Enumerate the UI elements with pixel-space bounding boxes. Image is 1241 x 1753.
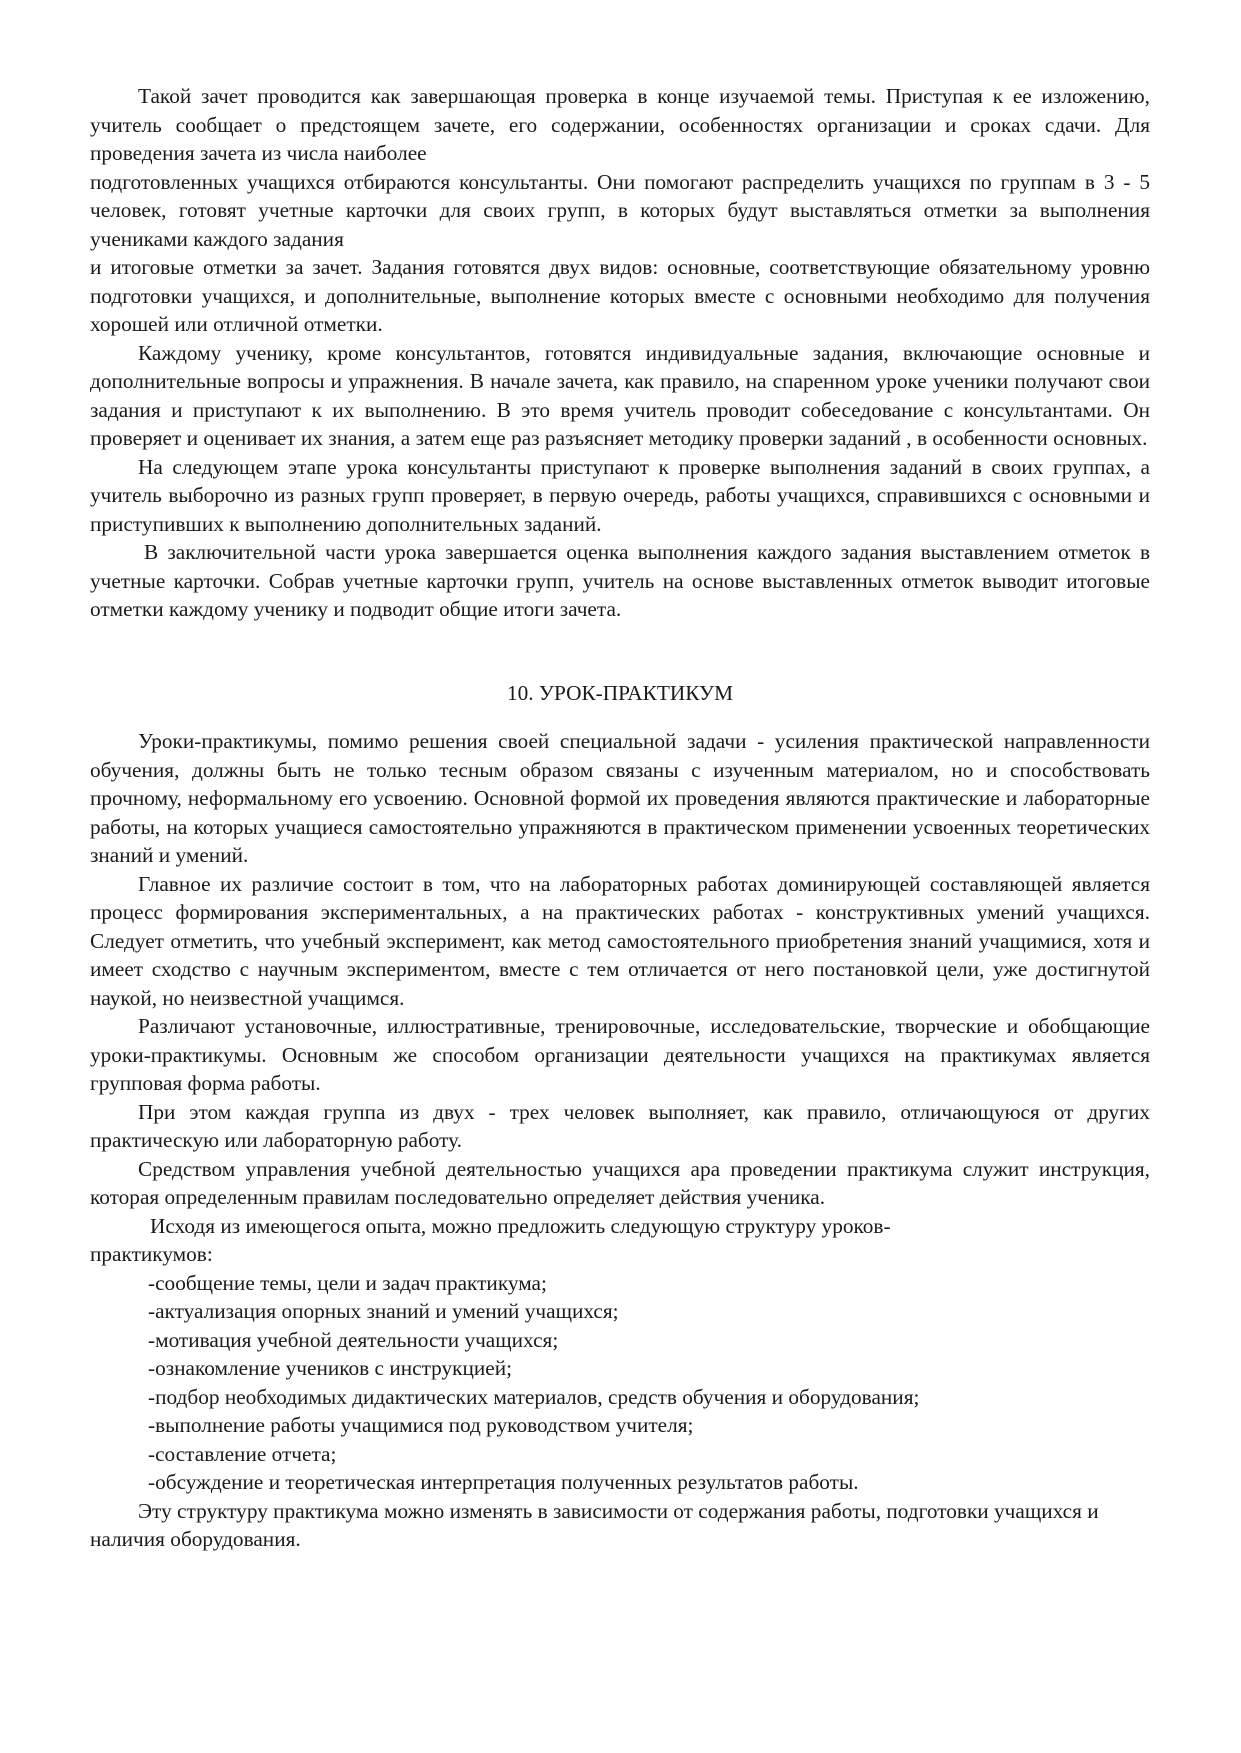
document-page xyxy=(90,82,1150,1554)
paragraph-practicum-purpose: Уроки-практикумы, помимо решения своей специальной задачи - усиления практической направленности обучения, должны быть не только тесным образом связаны с изученным материалом, но и способствовать прочному, неформальному его усвоению. Основной формой их проведения являются практические и лабораторные работы, на которых учащиеся самостоятельно упражняются в практическом применении усвоенных теоретических знаний и умений. xyxy=(90,729,1150,867)
paragraph-credit-tasks: Каждому ученику, кроме консультантов, готовятся индивидуальные задания, включающие основные и дополнительные вопросы и упражнения. В начале зачета, как правило, на спаренном уроке ученики получают свои задания и приступают к их выполнению. В это время учитель проводит собеседование с консультантами. Он проверяет и оценивает их знания, а затем еще раз разъясняет методику проверки заданий , в особенности основных. xyxy=(90,340,1150,450)
list-item: -актуализация опорных знаний и умений учащихся; xyxy=(148,1299,619,1323)
paragraph-credit-final: В заключительной части урока завершается оценка выполнения каждого задания выставлением отметок в учетные карточки. Собрав учетные карточки групп, учитель на основе выставленных отметок выводит итоговые отметки каждому ученику и подводит общие итоги зачета. xyxy=(90,540,1150,621)
list-item: -мотивация учебной деятельности учащихся; xyxy=(148,1327,559,1352)
list-item: -составление отчета; xyxy=(148,1441,337,1466)
paragraph-line: подготовленных учащихся отбираются консультанты. Они помогают распределить учащихся по группам в 3 - 5 человек, готовят учетные карточки для своих групп, в которых будут выставляться отметки за выполнения учениками каждого задания xyxy=(90,169,1150,251)
paragraph-practicum-groups: При этом каждая группа из двух - трех человек выполняет, как правило, отличающуюся от других практическую или лабораторную работу. xyxy=(90,1099,1150,1152)
structure-intro xyxy=(90,1212,1150,1269)
list-item: -выполнение работы учащимися под руководством учителя; xyxy=(148,1413,694,1437)
paragraph-practicum-difference: Главное их различие состоит в том, что на лабораторных работах доминирующей составляющей является процесс формирования экспериментальных, а на практических работах - конструктивных умений учащихся. Следует отметить, что учебный эксперимент, как метод самостоятельного приобретения знаний учащимися, хотя и имеет сходство с научным экспериментом, вместе с тем отличается от него постановкой цели, уже достигнутой наукой, но неизвестной учащимся. xyxy=(90,871,1150,1010)
paragraph-credit-next-stage: На следующем этапе урока консультанты приступают к проверке выполнения заданий в своих группах, а учитель выборочно из разных групп проверяет, в первую очередь, работы учащихся, справившихся с основными и приступивших к выполнению дополнительных заданий. xyxy=(90,454,1150,536)
section-heading: 10. УРОК-ПРАКТИКУМ xyxy=(506,680,734,705)
structure-intro-line: практикумов: xyxy=(90,1242,213,1266)
paragraph-practicum-instruction: Средством управления учебной деятельностью учащихся ара проведении практикума служит инструкция, которая определенным правилам последовательно определяет действия ученика. xyxy=(90,1156,1150,1209)
list-item: -ознакомление учеников с инструкцией; xyxy=(148,1356,513,1380)
paragraph-line: Такой зачет проводится как завершающая проверка в конце изучаемой темы. Приступая к ее изложению, учитель сообщает о предстоящем зачете, его содержании, особенностях организации и сроках сдачи. Для проведения зачета из числа наиболее xyxy=(90,84,1150,165)
structure-intro-line: Исходя из имеющегося опыта, можно предложить следующую структуру уроков- xyxy=(150,1213,891,1238)
paragraph-practicum-types: Различают установочные, иллюстративные, тренировочные, исследовательские, творческие и обобщающие уроки-практикумы. Основным же способом организации деятельности учащихся на практикумах является групповая форма работы. xyxy=(90,1014,1150,1095)
paragraph-closing: Эту структуру практикума можно изменять в зависимости от содержания работы, подготовки учащихся и наличия оборудования. xyxy=(90,1498,1099,1551)
list-item: -сообщение темы, цели и задач практикума; xyxy=(148,1270,547,1295)
paragraph-line: и итоговые отметки за зачет. Задания готовятся двух видов: основные, соответствующие обязательному уровню подготовки учащихся, и дополнительные, выполнение которых вместе с основными необходимо для получения хорошей или отличной отметки. xyxy=(90,255,1150,336)
list-item: -обсуждение и теоретическая интерпретация полученных результатов работы. xyxy=(148,1470,859,1494)
list-item: -подбор необходимых дидактических материалов, средств обучения и оборудования; xyxy=(148,1384,920,1409)
paragraph-credit-intro xyxy=(90,82,1150,339)
structure-list xyxy=(90,1269,1150,1497)
